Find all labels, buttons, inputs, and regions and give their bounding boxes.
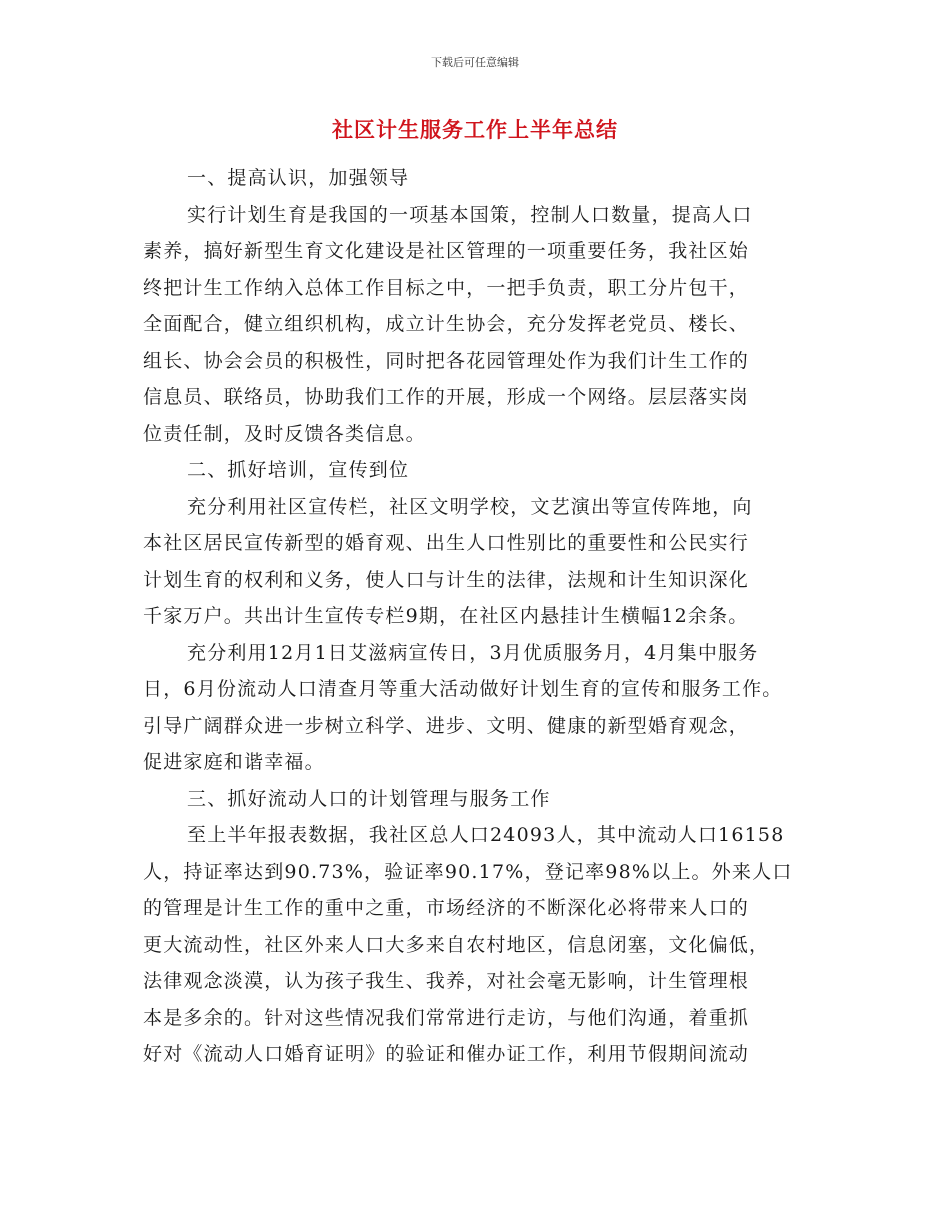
text-line: 组长、协会会员的积极性，同时把各花园管理处作为我们计生工作的 — [143, 349, 750, 372]
text-line: 计划生育的权利和义务，使人口与计生的法律，法规和计生知识深化 — [143, 568, 750, 591]
text-line: 素养，搞好新型生育文化建设是社区管理的一项重要任务，我社区始 — [143, 240, 750, 262]
text-line: 的管理是计生工作的重中之重，市场经济的不断深化必将带来人口的 — [143, 897, 750, 919]
document-body — [143, 160, 823, 1073]
text-line: 好对《流动人口婚育证明》的验证和催办证工作，利用节假期间流动 — [143, 1043, 750, 1065]
page-header-note: 下载后可任意编辑 — [431, 56, 519, 69]
text-line: 人，持证率达到90.73%，验证率90.17%，登记率98%以上。外来人口 — [143, 860, 793, 883]
text-line: 促进家庭和谐幸福。 — [143, 751, 325, 773]
text-line: 本是多余的。针对这些情况我们常常进行走访，与他们沟通，着重抓 — [143, 1006, 750, 1029]
text-line: 更大流动性，社区外来人口大多来自农村地区，信息闭塞，文化偏低， — [143, 933, 770, 956]
text-line: 三、抓好流动人口的计划管理与服务工作 — [187, 787, 551, 810]
text-line: 千家万户。共出计生宣传专栏9期，在社区内悬挂计生横幅12余条。 — [143, 605, 749, 627]
text-line: 法律观念淡漠，认为孩子我生、我养，对社会毫无影响，计生管理根 — [143, 970, 750, 992]
text-line: 引导广阔群众进一步树立科学、进步、文明、健康的新型婚育观念， — [143, 714, 750, 737]
text-line: 本社区居民宣传新型的婚育观、出生人口性别比的重要性和公民实行 — [143, 532, 750, 554]
text-line: 终把计生工作纳入总体工作目标之中，一把手负责，职工分片包干， — [143, 276, 750, 299]
text-line: 至上半年报表数据，我社区总人口24093人，其中流动人口16158 — [187, 824, 785, 846]
document-title: 社区计生服务工作上半年总结 — [332, 118, 618, 142]
text-line: 日，6月份流动人口清查月等重大活动做好计划生育的宣传和服务工作。 — [143, 678, 783, 700]
text-line: 位责任制，及时反馈各类信息。 — [143, 422, 426, 445]
text-line: 二、抓好培训，宣传到位 — [187, 459, 410, 481]
text-line: 全面配合，健立组织机构，成立计生协会，充分发挥老党员、楼长、 — [143, 313, 750, 335]
text-line: 充分利用社区宣传栏，社区文明学校，文艺演出等宣传阵地，向 — [187, 495, 753, 518]
text-line: 信息员、联络员，协助我们工作的开展，形成一个网络。层层落实岗 — [143, 386, 750, 408]
text-line: 实行计划生育是我国的一项基本国策，控制人口数量，提高人口 — [187, 203, 753, 226]
text-line: 充分利用12月1日艾滋病宣传日，3月优质服务月，4月集中服务 — [187, 641, 759, 664]
text-line: 一、提高认识，加强领导 — [187, 167, 410, 189]
